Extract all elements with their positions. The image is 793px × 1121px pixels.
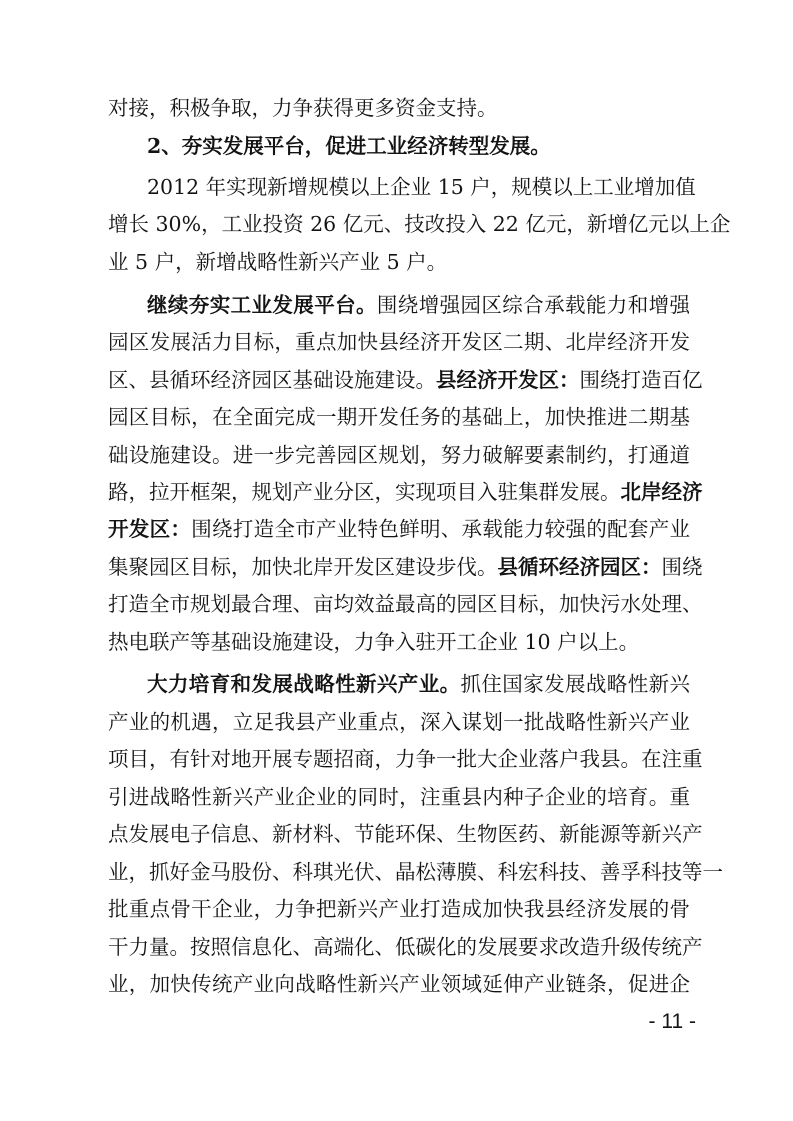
body-text: 对接，积极争取，力争获得更多资金支持。 — [108, 96, 498, 120]
bold-heading-text: 县循环经济园区： — [497, 555, 662, 579]
text-line — [108, 584, 703, 624]
body-text: 础设施建设。进一步完善园区规划，努力破解要素制约，打通道 — [108, 443, 690, 467]
text-line — [108, 322, 690, 362]
text-line — [108, 622, 690, 662]
text-line — [108, 889, 690, 929]
text-line — [108, 242, 690, 282]
bold-heading-text: 2、夯实发展平台，促进工业经济转型发展。 — [147, 134, 551, 158]
body-text: 区、县循环经济园区基础设施建设。 — [108, 368, 436, 392]
text-line — [147, 664, 690, 704]
bold-heading-text: 北岸经济 — [620, 480, 703, 504]
text-line — [108, 927, 703, 967]
body-text: 集聚园区目标，加快北岸开发区建设步伐。 — [108, 555, 498, 579]
body-text: 批重点骨干企业，力争把新兴产业打造成加快我县经济发展的骨 — [108, 897, 690, 921]
text-line — [147, 167, 696, 207]
body-text: 业，加快传统产业向战略性新兴产业领域延伸产业链条，促进企 — [108, 972, 690, 996]
text-line — [108, 777, 690, 817]
body-text: 增长 30%，工业投资 26 亿元、技改投入 22 亿元，新增亿元以上企 — [108, 212, 731, 236]
text-line — [108, 702, 690, 742]
text-line — [147, 126, 690, 166]
body-text: 2012 年实现新增规模以上企业 15 户，规模以上工业增加值 — [147, 175, 696, 199]
body-text: 引进战略性新兴产业企业的同时，注重县内种子企业的培育。重 — [108, 785, 690, 809]
text-line — [108, 547, 703, 587]
body-text: 点发展电子信息、新材料、节能环保、生物医药、新能源等新兴产 — [108, 822, 703, 846]
body-text: 业 5 户，新增战略性新兴产业 5 户。 — [108, 250, 448, 274]
body-text: 热电联产等基础设施建设，力争入驻开工企业 10 户以上。 — [108, 630, 640, 654]
bold-heading-text: 开发区： — [108, 517, 192, 541]
text-line — [108, 739, 703, 779]
bold-heading-text: 继续夯实工业发展平台。 — [147, 293, 377, 317]
body-text: 抓住国家发展战略性新兴 — [460, 672, 690, 696]
text-line — [108, 814, 703, 854]
text-line — [108, 435, 690, 475]
body-text: 园区目标，在全面完成一期开发任务的基础上，加快推进二期基 — [108, 405, 690, 429]
body-text: 打造全市规划最合理、亩均效益最高的园区目标，加快污水处理、 — [108, 592, 703, 616]
body-text: 路，拉开框架，规划产业分区，实现项目入驻集群发展。 — [108, 480, 621, 504]
page-number: - 11 - — [648, 1010, 696, 1033]
bold-heading-text: 县经济开发区： — [436, 368, 580, 392]
text-line — [108, 360, 703, 400]
body-text: 围绕 — [661, 555, 703, 579]
body-text: 项目，有针对地开展专题招商，力争一批大企业落户我县。在注重 — [108, 747, 703, 771]
text-line — [108, 509, 690, 549]
body-text: 干力量。按照信息化、高端化、低碳化的发展要求改造升级传统产 — [108, 935, 703, 959]
text-line — [108, 88, 690, 128]
bold-heading-text: 大力培育和发展战略性新兴产业。 — [147, 672, 461, 696]
text-line — [108, 204, 731, 244]
body-text: 围绕增强园区综合承载能力和增强 — [376, 293, 691, 317]
body-text: 业，抓好金马股份、科琪光伏、晶松薄膜、科宏科技、善孚科技等一 — [108, 860, 723, 884]
body-text: 围绕打造全市产业特色鲜明、承载能力较强的配套产业 — [191, 517, 691, 541]
body-text: 园区发展活力目标，重点加快县经济开发区二期、北岸经济开发 — [108, 330, 690, 354]
body-text: 围绕打造百亿 — [579, 368, 703, 392]
text-line — [108, 964, 690, 1004]
body-text: 产业的机遇，立足我县产业重点，深入谋划一批战略性新兴产业 — [108, 710, 690, 734]
text-line — [147, 285, 690, 325]
text-line — [108, 397, 690, 437]
text-line — [108, 852, 723, 892]
text-line — [108, 472, 703, 512]
